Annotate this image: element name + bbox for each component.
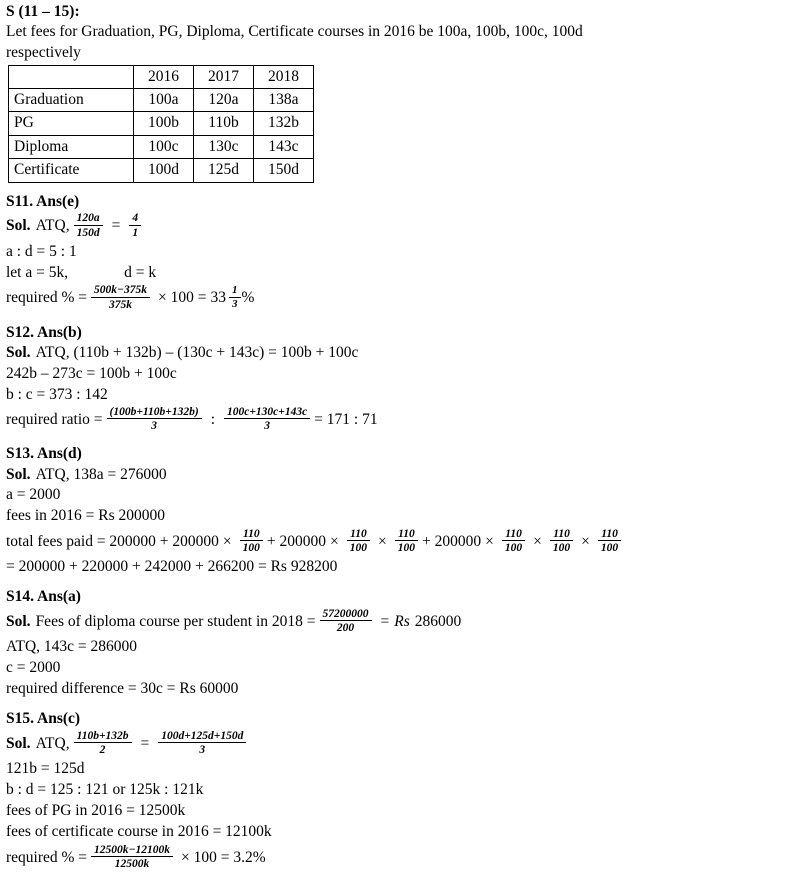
s14-heading: S14. Ans(a) — [6, 588, 81, 606]
sol-label: Sol. — [6, 612, 31, 630]
fraction-12500k-12100k — [91, 844, 173, 871]
fraction-denominator: 375k — [109, 298, 133, 311]
fraction-denominator: 3 — [264, 420, 270, 433]
fraction-denominator: 100 — [504, 542, 523, 555]
cell-value: 150d — [254, 159, 314, 182]
sol-label: Sol. — [6, 465, 31, 483]
cell-value: 132b — [254, 112, 314, 135]
fraction-110-100 — [395, 528, 418, 555]
s13-line-1 — [6, 465, 794, 486]
percent-sign: % — [241, 289, 255, 307]
times-100-equals: × 100 = — [158, 289, 207, 307]
s11-line-3 — [6, 263, 794, 284]
fraction-110-100 — [240, 528, 263, 555]
equals-sign: = — [380, 612, 390, 630]
required-percent-label: required % = — [6, 289, 88, 307]
s14-amount: 286000 — [414, 612, 462, 630]
cell-value: 100a — [134, 89, 194, 112]
s13-equation-1: ATQ, 138a = 276000 — [35, 465, 167, 483]
fraction-numerator: 100d+125d+150d — [158, 730, 246, 743]
cell-value: 138a — [254, 89, 314, 112]
cell-value: 100b — [134, 112, 194, 135]
s12-line-4 — [6, 405, 794, 435]
solution-s12 — [6, 323, 794, 436]
plus-term-1: + 200000 — [266, 532, 327, 550]
multiply-sign: × — [378, 532, 387, 550]
atq-label: ATQ, — [35, 217, 70, 235]
s14-line-3: c = 2000 — [6, 659, 61, 677]
table-col-2017: 2017 — [194, 65, 254, 88]
fees-table — [8, 65, 314, 183]
sol-label: Sol. — [6, 343, 31, 361]
s14-line-1 — [6, 607, 794, 637]
cell-value: 143c — [254, 135, 314, 158]
fraction-500k-375k — [91, 284, 150, 311]
solution-s11 — [6, 192, 794, 314]
s15-line-2: 121b = 125d — [6, 760, 85, 778]
s13-line-2: a = 2000 — [6, 486, 61, 504]
fraction-numerator: 110 — [550, 528, 573, 541]
table-header-row — [9, 65, 314, 88]
solution-s15 — [6, 709, 794, 873]
fraction-denominator: 150d — [76, 226, 100, 239]
s15-line-4: fees of PG in 2016 = 12500k — [6, 802, 186, 820]
fraction-denominator: 100 — [600, 542, 619, 555]
s12-heading: S12. Ans(b) — [6, 323, 82, 341]
fraction-57200000-200 — [320, 608, 372, 635]
fraction-denominator: 100 — [552, 542, 571, 555]
fraction-110-100 — [598, 528, 621, 555]
cell-value: 100d — [134, 159, 194, 182]
fraction-denominator: 3 — [199, 744, 206, 757]
fraction-numerator: 57200000 — [320, 608, 372, 621]
table-row — [9, 89, 314, 112]
fraction-denominator: 200 — [336, 622, 355, 635]
fraction-denominator: 3 — [151, 420, 157, 433]
fraction-b-terms — [107, 406, 202, 433]
fraction-1-3 — [229, 285, 241, 311]
fraction-numerator: 110b+132b — [74, 730, 132, 743]
s15-line-5: fees of certificate course in 2016 = 12100k — [6, 823, 272, 841]
fraction-numerator: 100c+130c+143c — [224, 406, 310, 419]
mixed-fraction — [228, 283, 255, 312]
fraction-denominator: 1 — [132, 226, 139, 239]
table-col-2018: 2018 — [254, 65, 314, 88]
multiply-sign: × — [533, 532, 542, 550]
s15-line-1 — [6, 729, 794, 759]
ratio-colon: : — [210, 410, 215, 428]
sol-label: Sol. — [6, 734, 31, 752]
s14-line-4: required difference = 30c = Rs 60000 — [6, 680, 239, 698]
s11-line-4 — [6, 284, 794, 314]
cell-value: 110b — [194, 112, 254, 135]
fraction-110b-132b — [74, 730, 132, 757]
s11-heading: S11. Ans(e) — [6, 192, 80, 210]
fraction-110-100 — [550, 528, 573, 555]
s13-line-3: fees in 2016 = Rs 200000 — [6, 507, 165, 525]
equals-sign: = — [111, 217, 121, 235]
fraction-numerator: 110 — [395, 528, 418, 541]
fraction-numerator: 1 — [229, 285, 241, 298]
multiply-sign: × — [222, 532, 232, 550]
multiply-sign: × — [330, 532, 339, 550]
fraction-numerator: 110 — [240, 528, 263, 541]
s11-d-equals-k: d = k — [124, 263, 157, 281]
total-fees-label: total fees paid = 200000 + 200000 — [6, 532, 219, 550]
currency-label: Rs — [394, 612, 410, 630]
fraction-numerator: 500k−375k — [91, 284, 150, 297]
cell-value: 120a — [194, 89, 254, 112]
multiply-sign: × — [485, 532, 494, 550]
s13-heading: S13. Ans(d) — [6, 445, 82, 463]
s12-result: = 171 : 71 — [314, 410, 378, 428]
s12-line-2: 242b – 273c = 100b + 100c — [6, 364, 177, 382]
fraction-numerator: (100b+110b+132b) — [107, 406, 202, 419]
table-row — [9, 112, 314, 135]
required-ratio-label: required ratio = — [6, 410, 103, 428]
fraction-denominator: 2 — [99, 744, 106, 757]
s11-line-2: a : d = 5 : 1 — [6, 242, 77, 260]
fraction-4-1 — [129, 212, 141, 239]
s12-line-3: b : c = 373 : 142 — [6, 385, 108, 403]
fraction-d-terms — [158, 730, 246, 757]
fraction-denominator: 100 — [349, 542, 368, 555]
s15-line-6 — [6, 843, 794, 873]
s11-let-a: let a = 5k, — [6, 263, 69, 281]
s14-description: Fees of diploma course per student in 2018 = — [35, 612, 316, 630]
cell-value: 125d — [194, 159, 254, 182]
table-row — [9, 135, 314, 158]
s13-line-4 — [6, 527, 794, 557]
fraction-110-100 — [502, 528, 525, 555]
equals-sign: = — [140, 734, 150, 752]
fraction-110-100 — [347, 528, 370, 555]
sol-label: Sol. — [6, 217, 31, 235]
fraction-numerator: 12500k−12100k — [91, 844, 173, 857]
table-row — [9, 159, 314, 182]
fraction-numerator: 110 — [347, 528, 370, 541]
plus-term-2: + 200000 — [422, 532, 482, 550]
s15-result: × 100 = 3.2% — [181, 848, 266, 866]
fraction-numerator: 4 — [129, 212, 141, 225]
fraction-denominator: 100 — [242, 542, 260, 555]
row-label: PG — [9, 112, 134, 135]
required-percent-label: required % = — [6, 848, 88, 866]
s12-line-1 — [6, 343, 794, 364]
table-col-2016: 2016 — [134, 65, 194, 88]
table-corner-cell — [9, 65, 134, 88]
intro-text-continued: respectively — [6, 43, 81, 61]
section-title: S (11 – 15): — [6, 3, 80, 20]
fraction-denominator: 100 — [397, 542, 416, 555]
intro-paragraph — [6, 22, 790, 62]
cell-value: 100c — [134, 135, 194, 158]
cell-value: 130c — [194, 135, 254, 158]
fraction-numerator: 120a — [74, 212, 103, 225]
fraction-120a-150d — [74, 212, 103, 239]
atq-label: ATQ, — [35, 734, 70, 752]
solution-s13 — [6, 444, 794, 578]
row-label: Graduation — [9, 89, 134, 112]
whole-number: 33 — [210, 289, 226, 307]
s11-line-1 — [6, 212, 794, 242]
row-label: Diploma — [9, 135, 134, 158]
fraction-denominator: 3 — [232, 297, 238, 310]
solution-s14 — [6, 587, 794, 700]
multiply-sign: × — [581, 532, 590, 550]
s14-line-2: ATQ, 143c = 286000 — [6, 638, 138, 656]
fraction-numerator: 110 — [502, 528, 525, 541]
fraction-numerator: 110 — [598, 528, 621, 541]
fraction-denominator: 12500k — [114, 857, 150, 870]
row-label: Certificate — [9, 159, 134, 182]
fraction-c-terms — [224, 406, 310, 433]
intro-text: Let fees for Graduation, PG, Diploma, Certificate courses in 2016 be 100a, 100b, 100c, 100d — [6, 23, 583, 41]
s13-line-5: = 200000 + 220000 + 242000 + 266200 = Rs 928200 — [6, 558, 338, 576]
s15-line-3: b : d = 125 : 121 or 125k : 121k — [6, 781, 204, 799]
s15-heading: S15. Ans(c) — [6, 710, 81, 728]
s12-equation-1: ATQ, (110b + 132b) – (130c + 143c) = 100b + 100c — [35, 343, 359, 361]
